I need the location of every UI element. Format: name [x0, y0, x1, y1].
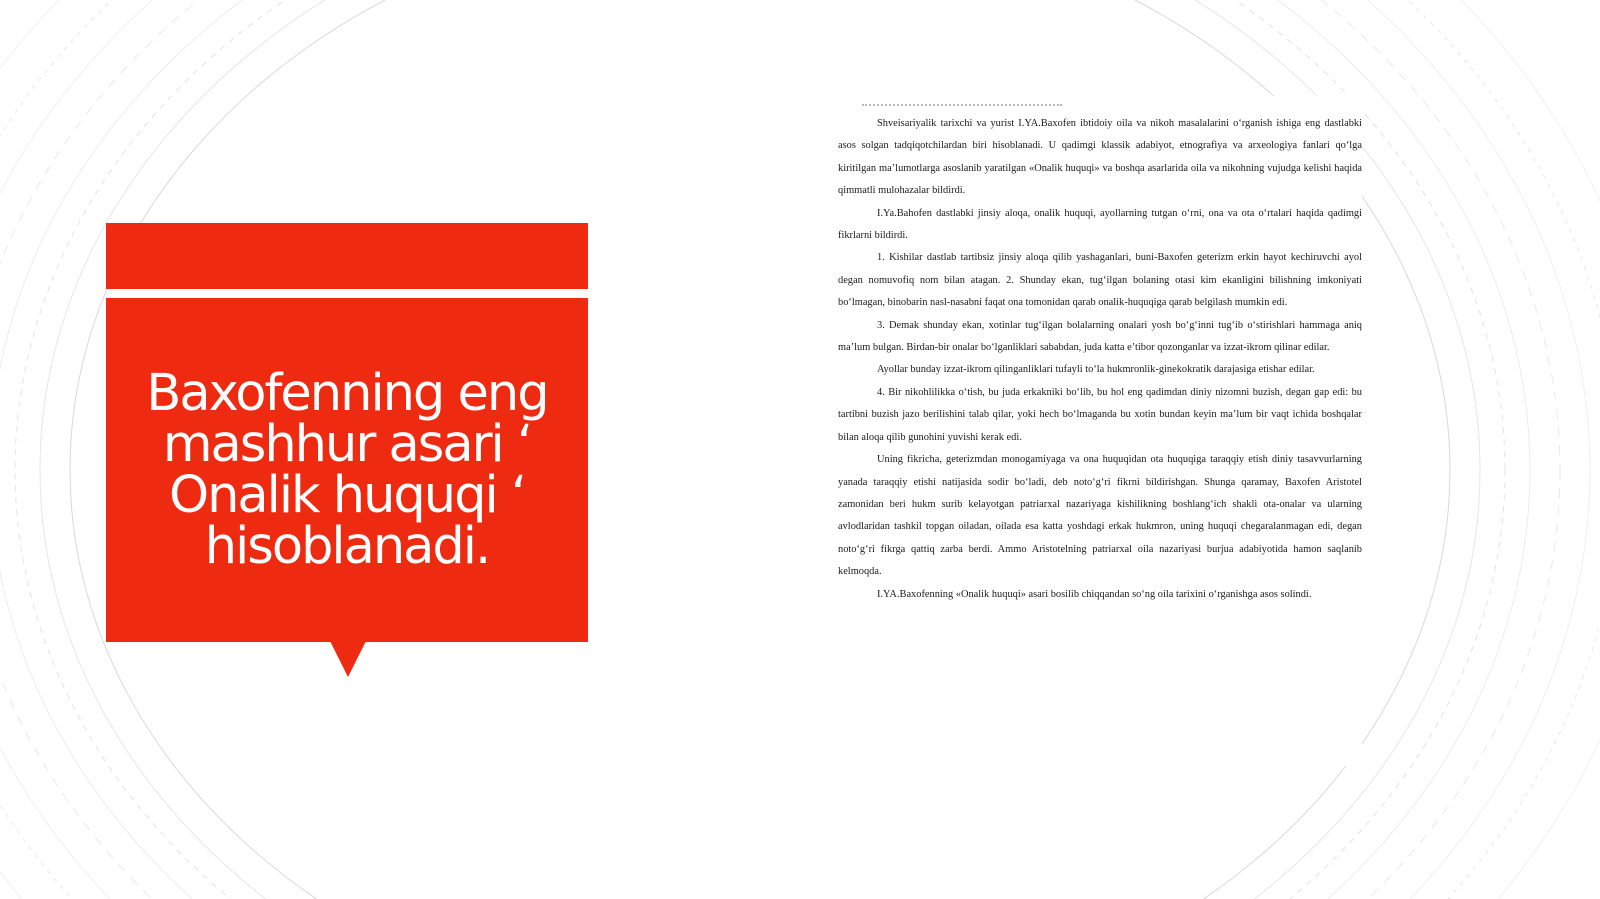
paragraph: 1. Kishilar dastlab tartibsiz jinsiy aloqa qilib yashaganlari, buni-Baxofen geterizm erkin hayot kechiruvchi ayol degan nomuvofiq nom bilan atagan. 2. Shunday ekan, tug‘ilgan bolaning otasi kim ekanligini bilishning imkoniyati bo‘lmagan, binobarin nasl-nasabni faqat ona tomonidan qarab onalik-huquqiga qarab belgilash mumkin edi.	[838, 252, 1362, 309]
document-text	[838, 113, 1362, 606]
cropped-text-fragment	[862, 96, 1062, 106]
paragraph: Shveisariyalik tarixchi va yurist I.YA.Baxofen ibtidoiy oila va nikoh masalalarini o‘rganish ishiga eng dastlabki asos solgan tadqiqotchilardan biri hisoblanadi. U qadimgi klassik adabiyot, etnografiya va arxeologiya fanlari qo‘lga kiritilgan ma’lumotlarga asoslanib yaratilgan «Onalik huquqi» va boshqa asarlarida oila va nikohning vujudga kelishi haqida qimmatli mulohazalar bildirdi.	[838, 118, 1362, 197]
paragraph: I.YA.Baxofenning «Onalik huquqi» asari bosilib chiqqandan so‘ng oila tarixini o‘rganishga asos solindi.	[877, 588, 1312, 600]
paragraph: 3. Demak shunday ekan, xotinlar tug‘ilgan bolalarning onalari yosh bo‘g‘inni tug‘ib o‘stirishlari hammaga aniq ma’lum bulgan. Birdan-bir onalar bo‘lganliklari sababdan, juda katta e’tibor qozonganlar va izzat-ikrom qilinar edilar.	[838, 319, 1362, 354]
paragraph: I.Ya.Bahofen dastlabki jinsiy aloqa, onalik huquqi, ayollarning tutgan o‘rni, ona va ota o‘rtalari haqida qadimgi fikrlarni bildirdi.	[838, 207, 1362, 242]
paragraph: 4. Bir nikohlilikka o‘tish, bu juda erkakniki bo‘lib, bu hol eng qadimdan diniy nizomni buzish, degan gap edi: bu tartibni buzish jazo berilishini talab qilar, yoki hech bo‘lmaganda bu xotin bundan keyin ma’lum bir vaqt ichida boshqalar bilan aloqa qilib gunohini yuvishi kerak edi.	[838, 386, 1362, 443]
paragraph: Uning fikricha, geterizmdan monogamiyaga va ona huquqidan ota huquqiga taraqqiy etish diniy tasavvurlarning yanada taraqqiy etishi natijasida sodir bo‘ladi, deb noto‘g‘ri fikrni bildirishgan. Shunga qaramay, Baxofen Aristotel zamonidan beri hukm surib kelayotgan patriarxal nazariyaga kishilikning boshlang‘ich shakli ota-onalar va ularning avlodlaridan tashkil topgan oiladan, oilada esa katta yoshdagi erkak hukmron, uning huquqi chegaralanmagan edi, degan noto‘g‘ri fikrga qattiq zarba berdi. Ammo Aristotelning patriarxal oila nazariyasi burjua adabiyotida hamon saqlanib kelmoqda.	[838, 454, 1362, 578]
callout-pointer	[330, 641, 366, 677]
document-image	[838, 96, 1362, 766]
title-accent-bar	[106, 223, 588, 289]
slide-title: Baxofenning eng mashhur asari ‘ Onalik huquqi ‘ hisoblanadi.	[146, 364, 548, 576]
paragraph: Ayollar bunday izzat-ikrom qilinganliklari tufayli to‘la hukmronlik-ginekokratik darajasiga etishar edilar.	[877, 364, 1315, 376]
title-callout	[106, 298, 588, 642]
